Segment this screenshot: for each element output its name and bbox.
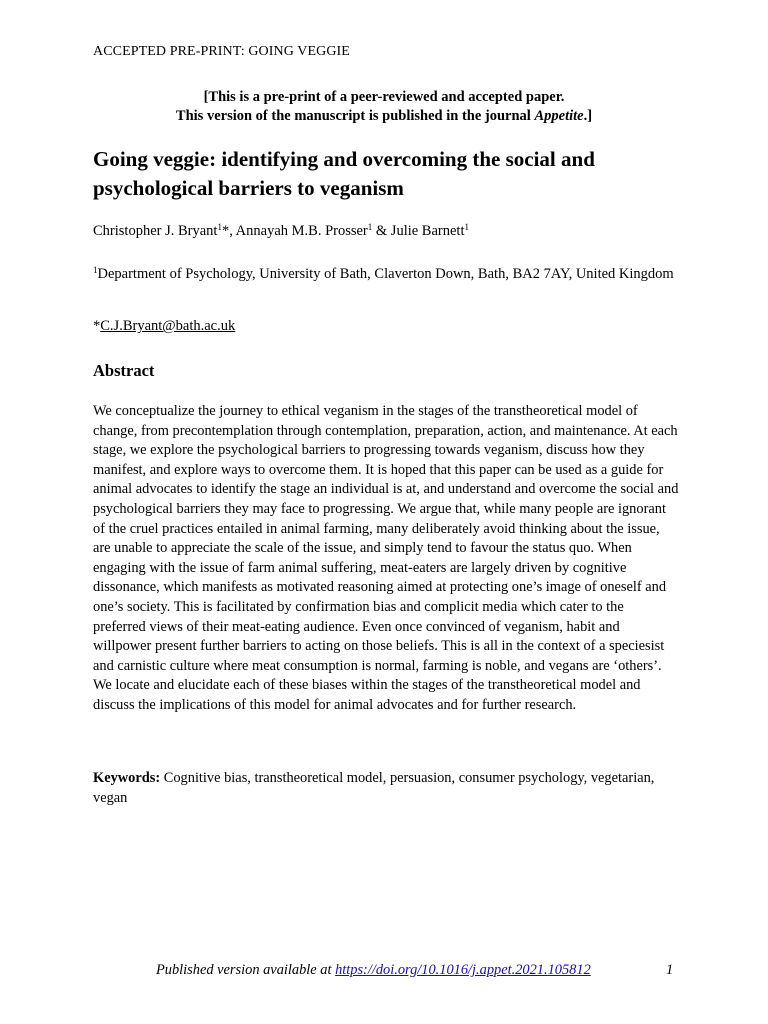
author-name: Annayah M.B. Prosser xyxy=(235,223,368,239)
abstract-body: We conceptualize the journey to ethical veganism in the stages of the transtheoretical model of change, from precontemplation through contemplation, preparation, action, and maintenance. At each stage, we explore the psychological barriers to progressing towards veganism, discuss how they manifest, and explore ways to overcome them. It is hoped that this paper can be used as a guide for animal advocates to identify the stage an individual is at, and understand and overcome the social and psychological barriers they may face to progressing. We argue that, while many people are ignorant of the cruel practices entailed in animal farming, many deliberately avoid thinking about the issue, are unable to appreciate the scale of the issue, and simply tend to favour the status quo. When engaging with the issue of farm animal suffering, meat-eaters are largely driven by cognitive dissonance, which manifests as motivated reasoning aimed at protecting one’s image of oneself and one’s society. This is facilitated by confirmation bias and complicit media which cater to the preferred views of their meat-eating audience. Even once convinced of veganism, habit and willpower present further barriers to acting on those beliefs. This is all in the context of a speciesist and carnistic culture where meat consumption is normal, farming is noble, and vegans are ‘others’. We locate and elucidate each of these biases within the stages of the transtheoretical model and discuss the implications of this model for animal advocates and for further research. xyxy=(93,403,679,713)
abstract-heading: Abstract xyxy=(93,361,155,380)
author-separator: & xyxy=(372,223,391,239)
affiliation xyxy=(93,260,683,285)
running-head: ACCEPTED PRE-PRINT: GOING VEGGIE xyxy=(93,44,350,59)
doi-link[interactable]: https://doi.org/10.1016/j.appet.2021.105812 xyxy=(335,962,591,978)
preprint-note-line2 xyxy=(93,107,675,126)
keywords xyxy=(93,768,680,808)
paper-title: Going veggie: identifying and overcoming the social and psychological barriers to veganism xyxy=(93,147,595,200)
author-name: Julie Barnett xyxy=(390,223,465,239)
author-affiliation-mark: 1 xyxy=(367,222,373,232)
page-number: 1 xyxy=(666,962,674,978)
correspondence-mark: * xyxy=(93,318,101,334)
preprint-note xyxy=(93,88,675,126)
preprint-note-prefix: This version of the manuscript is published in the journal xyxy=(175,108,535,124)
author-separator: *, xyxy=(221,223,236,239)
affiliation-mark: 1 xyxy=(93,265,98,275)
preprint-note-suffix: .] xyxy=(583,108,593,124)
keywords-label: Keywords: xyxy=(93,770,161,786)
footer-published-version xyxy=(156,962,591,979)
correspondence xyxy=(93,318,235,335)
author-name: Christopher J. Bryant xyxy=(93,223,218,239)
affiliation-text: Department of Psychology, University of Bath, Claverton Down, Bath, BA2 7AY, United Kingdom xyxy=(97,266,674,282)
author-list xyxy=(93,222,469,240)
author-affiliation-mark: 1 xyxy=(217,222,222,232)
footer-prefix: Published version available at xyxy=(156,962,336,978)
journal-name: Appetite xyxy=(534,108,584,124)
email-link[interactable]: C.J.Bryant@bath.ac.uk xyxy=(100,318,236,334)
preprint-note-line1: [This is a pre-print of a peer-reviewed and accepted paper. xyxy=(203,89,565,105)
author-affiliation-mark: 1 xyxy=(464,222,469,232)
keywords-text: Cognitive bias, transtheoretical model, persuasion, consumer psychology, vegetarian, vegan xyxy=(93,770,655,806)
